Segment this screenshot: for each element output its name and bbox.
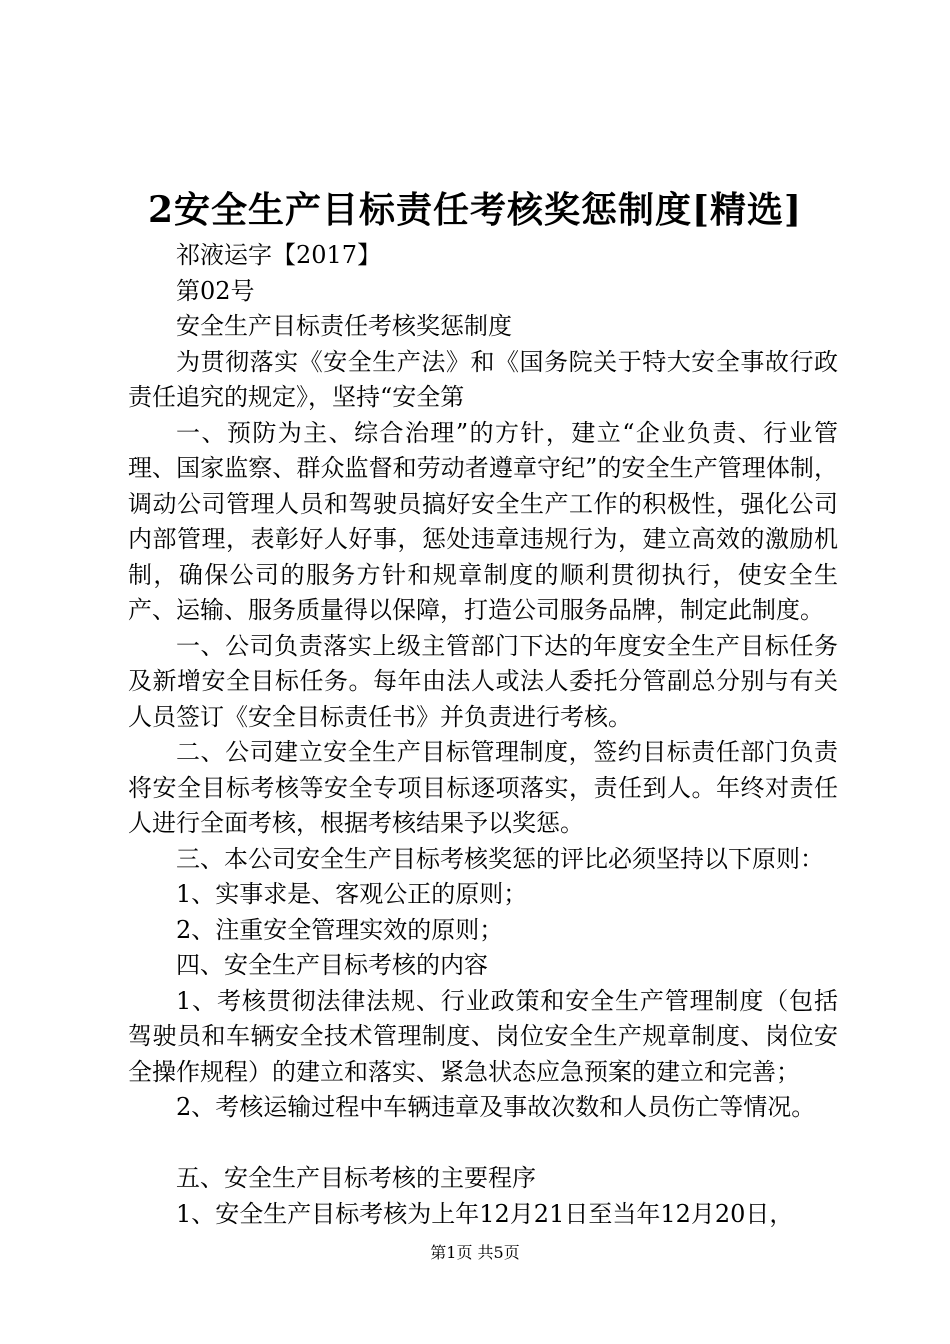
paragraph: 一、预防为主、综合治理”的方针，建立“企业负责、行业管理、国家监察、群众监督和劳动者遵章守纪”的安全生产管理体制，调动公司管理人员和驾驶员搞好安全生产工作的积极性，强化公司内部管理，表彰好人好事，惩处违章违规行为，建立高效的激励机制，确保公司的服务方针和规章制度的顺利贯彻执行，使安全生产、运输、服务质量得以保障，打造公司服务品牌，制定此制度。 (128, 418, 838, 624)
document-title: 2安全生产目标责任考核奖惩制度[精选] (147, 189, 803, 231)
paragraph: 三、本公司安全生产目标考核奖惩的评比必须坚持以下原则： (176, 844, 824, 873)
list-item: 1、实事求是、客观公正的原则； (176, 880, 528, 908)
list-item: 1、安全生产目标考核为上年12月21日至当年12月20日， (176, 1199, 794, 1228)
document-body (128, 238, 838, 1232)
document-number: 祁液运字【2017】 (176, 241, 382, 269)
document-subtitle: 安全生产目标责任考核奖惩制度 (176, 312, 512, 340)
section-heading: 五、安全生产目标考核的主要程序 (176, 1164, 536, 1192)
paragraph: 二、公司建立安全生产目标管理制度，签约目标责任部门负责将安全目标考核等安全专项目标逐项落实，责任到人。年终对责任人进行全面考核，根据考核结果予以奖惩。 (128, 738, 838, 837)
section-heading: 四、安全生产目标考核的内容 (176, 951, 488, 979)
paragraph: 为贯彻落实《安全生产法》和《国务院关于特大安全事故行政责任追究的规定》，坚持“安全第 (128, 347, 838, 411)
page-footer: 第1页 共5页 (430, 1243, 520, 1262)
paragraph: 一、公司负责落实上级主管部门下达的年度安全生产目标任务及新增安全目标任务。每年由法人或法人委托分管副总分别与有关人员签订《安全目标责任书》并负责进行考核。 (128, 631, 838, 731)
document-issue-number: 第02号 (176, 276, 255, 305)
list-item: 2、注重安全管理实效的原则； (176, 915, 504, 944)
list-item: 2、考核运输过程中车辆违章及事故次数和人员伤亡等情况。 (176, 1093, 816, 1121)
list-item: 1、考核贯彻法律法规、行业政策和安全生产管理制度（包括驾驶员和车辆安全技术管理制度、岗位安全生产规章制度、岗位安全操作规程）的建立和落实、紧急状态应急预案的建立和完善； (128, 986, 838, 1086)
